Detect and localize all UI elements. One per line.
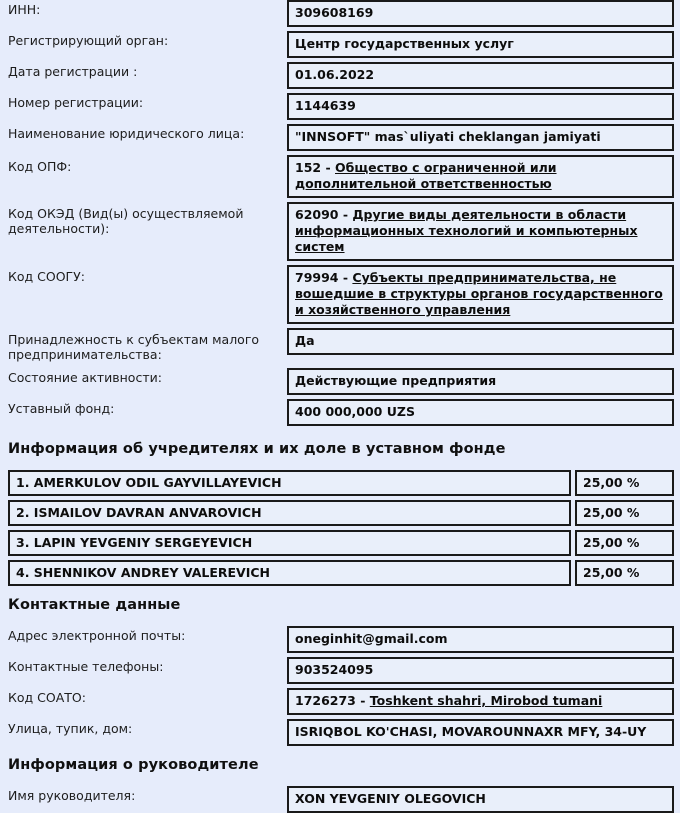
table-row bbox=[8, 560, 674, 586]
field-value-director-name: XON YEVGENIY OLEGOVICH bbox=[287, 786, 674, 813]
field-row-director-name bbox=[8, 786, 674, 813]
founder-name: 3. LAPIN YEVGENIY SERGEYEVICH bbox=[8, 530, 571, 556]
field-row-legal-entity-name bbox=[8, 124, 674, 151]
founders-table bbox=[8, 470, 674, 586]
director-section-heading: Информация о руководителе bbox=[8, 757, 259, 773]
opf-code-separator: - bbox=[321, 160, 335, 175]
field-row-activity-state bbox=[8, 368, 674, 395]
field-label-registration-number: Номер регистрации: bbox=[8, 95, 144, 110]
field-label-inn: ИНН: bbox=[8, 2, 41, 17]
founder-share: 25,00 % bbox=[575, 470, 674, 496]
field-row-email bbox=[8, 626, 674, 653]
oked-code-link[interactable]: Другие виды деятельности в области информационных технологий и компьютерных систем bbox=[295, 207, 638, 254]
table-row bbox=[8, 470, 674, 496]
founder-name: 2. ISMAILOV DAVRAN ANVAROVICH bbox=[8, 500, 571, 526]
field-label-small-business-status: Принадлежность к субъектам малого предпринимательства: bbox=[8, 332, 260, 362]
field-label-director-name: Имя руководителя: bbox=[8, 788, 136, 803]
field-label-soato-code: Код СОАТО: bbox=[8, 690, 86, 705]
soato-code-link[interactable]: Toshkent shahri, Mirobod tumani bbox=[369, 693, 603, 708]
field-label-oked-code: Код ОКЭД (Вид(ы) осуществляемой деятельности): bbox=[8, 206, 244, 236]
opf-code-link[interactable]: Общество с ограниченной или дополнительной ответственностью bbox=[295, 160, 557, 191]
soogu-code-number: 79994 bbox=[295, 270, 339, 285]
founder-share: 25,00 % bbox=[575, 530, 674, 556]
field-label-address: Улица, тупик, дом: bbox=[8, 721, 133, 736]
field-value-registration-date: 01.06.2022 bbox=[287, 62, 674, 89]
field-row-charter-fund bbox=[8, 399, 674, 426]
founder-name: 1. AMERKULOV ODIL GAYVILLAYEVICH bbox=[8, 470, 571, 496]
field-value-oked-code bbox=[287, 202, 674, 261]
field-value-opf-code bbox=[287, 155, 674, 198]
field-label-legal-entity-name: Наименование юридического лица: bbox=[8, 126, 245, 141]
field-row-inn bbox=[8, 0, 674, 27]
field-label-registration-date: Дата регистрации : bbox=[8, 64, 138, 79]
field-label-phone: Контактные телефоны: bbox=[8, 659, 164, 674]
field-label-opf-code: Код ОПФ: bbox=[8, 159, 72, 174]
soato-code-separator: - bbox=[355, 693, 370, 708]
founders-section-heading: Информация об учредителях и их доле в уставном фонде bbox=[8, 441, 506, 457]
field-label-activity-state: Состояние активности: bbox=[8, 370, 162, 385]
founder-name: 4. SHENNIKOV ANDREY VALEREVICH bbox=[8, 560, 571, 586]
field-value-phone: 903524095 bbox=[287, 657, 674, 684]
field-row-soogu-code bbox=[8, 265, 674, 324]
field-value-soogu-code bbox=[287, 265, 674, 324]
field-row-address bbox=[8, 719, 674, 746]
soato-code-number: 1726273 bbox=[295, 693, 356, 708]
registry-fields bbox=[8, 0, 674, 426]
table-row bbox=[8, 500, 674, 526]
field-value-legal-entity-name: "INNSOFT" mas`uliyati cheklangan jamiyati bbox=[287, 124, 674, 151]
director-fields bbox=[8, 786, 674, 813]
opf-code-number: 152 bbox=[295, 160, 322, 175]
field-row-registering-authority bbox=[8, 31, 674, 58]
soogu-code-link[interactable]: Субъекты предпринимательства, не вошедшие в структуры органов государственного и хозяйственного управления bbox=[295, 270, 663, 317]
oked-code-separator: - bbox=[338, 207, 353, 222]
field-value-registering-authority: Центр государственных услуг bbox=[287, 31, 674, 58]
field-row-small-business-status bbox=[8, 328, 674, 364]
field-value-small-business-status: Да bbox=[287, 328, 674, 355]
field-label-registering-authority: Регистрирующий орган: bbox=[8, 33, 169, 48]
field-row-oked-code bbox=[8, 202, 674, 261]
field-value-registration-number: 1144639 bbox=[287, 93, 674, 120]
founder-share: 25,00 % bbox=[575, 560, 674, 586]
founder-share: 25,00 % bbox=[575, 500, 674, 526]
soogu-code-separator: - bbox=[338, 270, 353, 285]
field-value-activity-state: Действующие предприятия bbox=[287, 368, 674, 395]
table-row bbox=[8, 530, 674, 556]
field-row-registration-number bbox=[8, 93, 674, 120]
field-row-opf-code bbox=[8, 155, 674, 198]
field-value-soato-code bbox=[287, 688, 674, 715]
field-row-soato-code bbox=[8, 688, 674, 715]
field-label-soogu-code: Код СООГУ: bbox=[8, 269, 85, 284]
field-value-inn: 309608169 bbox=[287, 0, 674, 27]
field-row-phone bbox=[8, 657, 674, 684]
field-value-address: ISRIQBOL KO'CHASI, MOVAROUNNAXR MFY, 34-UY bbox=[287, 719, 674, 746]
field-label-email: Адрес электронной почты: bbox=[8, 628, 186, 643]
contacts-section-heading: Контактные данные bbox=[8, 597, 181, 613]
field-value-email: oneginhit@gmail.com bbox=[287, 626, 674, 653]
field-row-registration-date bbox=[8, 62, 674, 89]
field-value-charter-fund: 400 000,000 UZS bbox=[287, 399, 674, 426]
contacts-fields bbox=[8, 626, 674, 746]
field-label-charter-fund: Уставный фонд: bbox=[8, 401, 115, 416]
oked-code-number: 62090 bbox=[295, 207, 339, 222]
